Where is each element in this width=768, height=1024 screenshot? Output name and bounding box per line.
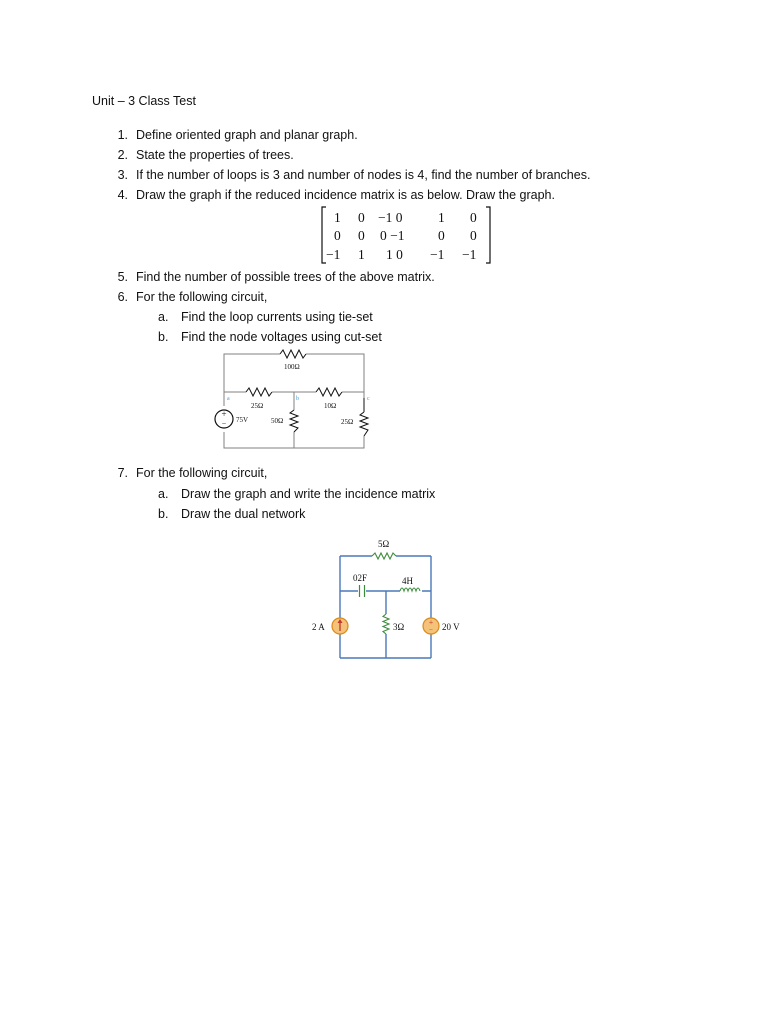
current-source-icon [332,618,348,634]
subquestion-label: a. [158,310,169,324]
label-r10: 10Ω [324,402,337,410]
question-number: 2. [117,148,128,162]
matrix-cell: 1 [438,210,445,225]
question-text: For the following circuit, [136,290,268,304]
source-minus-sign: − [221,419,227,428]
subquestion-text: Draw the dual network [181,507,306,521]
voltage-source-icon [423,618,439,634]
question-number: 4. [117,188,128,202]
source-plus-sign: + [428,618,434,627]
matrix-cell: 1 [334,210,341,225]
circuit-diagram-q7 [308,534,468,665]
subquestion-label: a. [158,487,169,501]
capacitor-icon [358,585,366,597]
matrix-cell: 0 [470,210,477,225]
question-number: 7. [117,466,128,480]
node-label-b: b [296,396,299,402]
resistor-100-icon [280,350,306,358]
subquestion-label: b. [158,330,169,344]
matrix-cell: −1 0 [378,210,403,225]
question-text: If the number of loops is 3 and number of nodes is 4, find the number of branches. [136,168,591,182]
question-number: 1. [117,128,128,142]
subquestion-text: Find the node voltages using cut-set [181,330,382,344]
label-voltage-source: 20 V [442,622,460,632]
matrix-cell: 1 [358,247,365,262]
matrix-cell: 0 [358,210,365,225]
circuit-wires [340,556,431,658]
label-r25-ab: 25Ω [251,402,264,410]
source-minus-sign: − [429,626,433,634]
question-text: Define oriented graph and planar graph. [136,128,358,142]
inductor-icon [400,586,422,594]
label-r25-c: 25Ω [341,418,354,426]
question-text: For the following circuit, [136,466,268,480]
question-number: 3. [117,168,128,182]
label-r100: 100Ω [284,363,300,371]
subquestion-text: Find the loop currents using tie-set [181,310,373,324]
resistor-50-icon [290,410,298,432]
label-r3: 3Ω [393,622,405,632]
matrix-bracket-right [486,207,490,263]
matrix-cell: 1 0 [386,247,403,262]
incidence-matrix [320,205,496,265]
question-number: 5. [117,270,128,284]
question-number: 6. [117,290,128,304]
matrix-cell: −1 [430,247,445,262]
question-text: Find the number of possible trees of the above matrix. [136,270,435,284]
document-title: Unit – 3 Class Test [92,94,196,108]
subquestion-text: Draw the graph and write the incidence matrix [181,487,436,501]
matrix-cell: 0 −1 [380,228,405,243]
matrix-cell: −1 [462,247,477,262]
resistor-25-c-icon [360,398,368,436]
voltage-source-icon [215,409,233,428]
question-text: State the properties of trees. [136,148,294,162]
label-r50: 50Ω [271,417,284,425]
circuit-diagram-q6 [210,348,380,461]
matrix-cell: 0 [438,228,445,243]
resistor-10-bc-icon [316,388,342,396]
node-label-c: c [367,396,370,402]
label-inductor: 4H [402,576,413,586]
matrix-cell: −1 [326,247,341,262]
matrix-cell: 0 [334,228,341,243]
source-plus-sign: + [221,409,227,419]
matrix-cell: 0 [358,228,365,243]
node-label-a: a [227,396,230,402]
label-current-source: 2 A [312,622,325,632]
resistor-3-icon [382,614,390,634]
label-source-75v: 75V [236,416,249,424]
resistor-5-icon [372,552,396,560]
label-r5: 5Ω [378,539,390,549]
matrix-cell: 0 [470,228,477,243]
subquestion-label: b. [158,507,169,521]
label-capacitor: 02F [353,573,368,583]
question-text: Draw the graph if the reduced incidence matrix is as below. Draw the graph. [136,188,555,202]
resistor-25-ab-icon [246,388,272,396]
